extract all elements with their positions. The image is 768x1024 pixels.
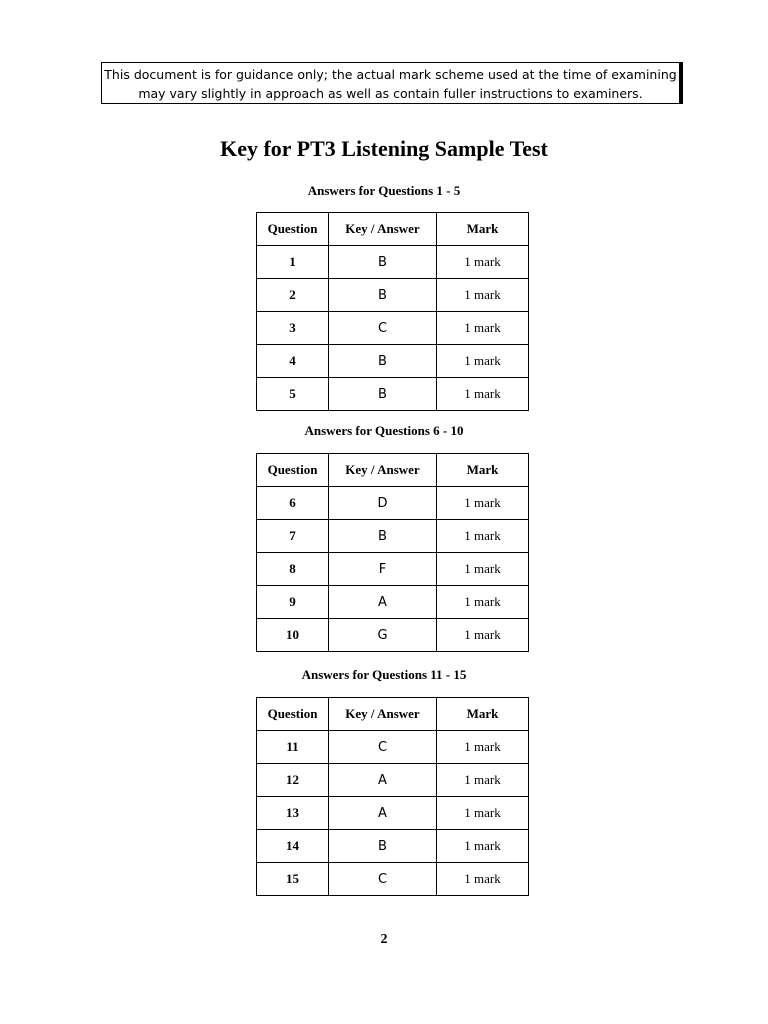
- mark-value: 1 mark: [437, 553, 529, 586]
- question-number: 7: [257, 520, 329, 553]
- table-row: [257, 553, 529, 586]
- table-header-row: [257, 213, 529, 246]
- table-row: [257, 731, 529, 764]
- answer-key: B: [329, 378, 437, 411]
- answer-key: A: [329, 586, 437, 619]
- mark-value: 1 mark: [437, 731, 529, 764]
- answer-key: A: [329, 764, 437, 797]
- question-number: 5: [257, 378, 329, 411]
- mark-value: 1 mark: [437, 863, 529, 896]
- table-header-row: [257, 454, 529, 487]
- answer-key: B: [329, 246, 437, 279]
- mark-value: 1 mark: [437, 764, 529, 797]
- question-number: 6: [257, 487, 329, 520]
- answer-key: D: [329, 487, 437, 520]
- question-number: 14: [257, 830, 329, 863]
- question-number: 1: [257, 246, 329, 279]
- mark-value: 1 mark: [437, 797, 529, 830]
- answer-table-1: [256, 212, 529, 411]
- question-number: 12: [257, 764, 329, 797]
- table-row: [257, 797, 529, 830]
- column-header-mark: Mark: [437, 698, 529, 731]
- column-header-question: Question: [257, 698, 329, 731]
- table-row: [257, 487, 529, 520]
- answer-key: C: [329, 312, 437, 345]
- answer-key: G: [329, 619, 437, 652]
- table-row: [257, 764, 529, 797]
- mark-value: 1 mark: [437, 586, 529, 619]
- mark-value: 1 mark: [437, 378, 529, 411]
- mark-value: 1 mark: [437, 279, 529, 312]
- question-number: 2: [257, 279, 329, 312]
- table-row: [257, 312, 529, 345]
- answer-key: B: [329, 279, 437, 312]
- answer-key: C: [329, 731, 437, 764]
- mark-value: 1 mark: [437, 312, 529, 345]
- column-header-answer: Key / Answer: [329, 213, 437, 246]
- mark-value: 1 mark: [437, 830, 529, 863]
- mark-value: 1 mark: [437, 246, 529, 279]
- answer-key: B: [329, 345, 437, 378]
- section-heading-2: Answers for Questions 6 - 10: [304, 423, 464, 438]
- answer-key: B: [329, 830, 437, 863]
- column-header-mark: Mark: [437, 213, 529, 246]
- question-number: 10: [257, 619, 329, 652]
- table-row: [257, 279, 529, 312]
- question-number: 8: [257, 553, 329, 586]
- mark-value: 1 mark: [437, 520, 529, 553]
- question-number: 15: [257, 863, 329, 896]
- column-header-mark: Mark: [437, 454, 529, 487]
- answer-key: B: [329, 520, 437, 553]
- table-row: [257, 619, 529, 652]
- mark-value: 1 mark: [437, 345, 529, 378]
- table-header-row: [257, 698, 529, 731]
- answer-table-2: [256, 453, 529, 652]
- page-title: Key for PT3 Listening Sample Test: [220, 136, 548, 161]
- answer-table-3: [256, 697, 529, 896]
- notice-line-1: This document is for guidance only; the actual mark scheme used at the time of examining: [104, 67, 677, 82]
- question-number: 13: [257, 797, 329, 830]
- answer-key: F: [329, 553, 437, 586]
- table-row: [257, 586, 529, 619]
- column-header-answer: Key / Answer: [329, 698, 437, 731]
- question-number: 3: [257, 312, 329, 345]
- table-row: [257, 345, 529, 378]
- table-row: [257, 520, 529, 553]
- section-heading-3: Answers for Questions 11 - 15: [301, 667, 467, 682]
- table-row: [257, 246, 529, 279]
- column-header-question: Question: [257, 454, 329, 487]
- column-header-answer: Key / Answer: [329, 454, 437, 487]
- question-number: 11: [257, 731, 329, 764]
- table-row: [257, 863, 529, 896]
- page-number: 2: [380, 932, 388, 947]
- column-header-question: Question: [257, 213, 329, 246]
- table-row: [257, 830, 529, 863]
- notice-line-2: may vary slightly in approach as well as contain fuller instructions to examiners.: [138, 86, 643, 101]
- answer-key: C: [329, 863, 437, 896]
- answer-key: A: [329, 797, 437, 830]
- guidance-notice: [101, 62, 680, 104]
- mark-value: 1 mark: [437, 487, 529, 520]
- table-row: [257, 378, 529, 411]
- question-number: 4: [257, 345, 329, 378]
- mark-value: 1 mark: [437, 619, 529, 652]
- section-heading-1: Answers for Questions 1 - 5: [307, 183, 461, 198]
- question-number: 9: [257, 586, 329, 619]
